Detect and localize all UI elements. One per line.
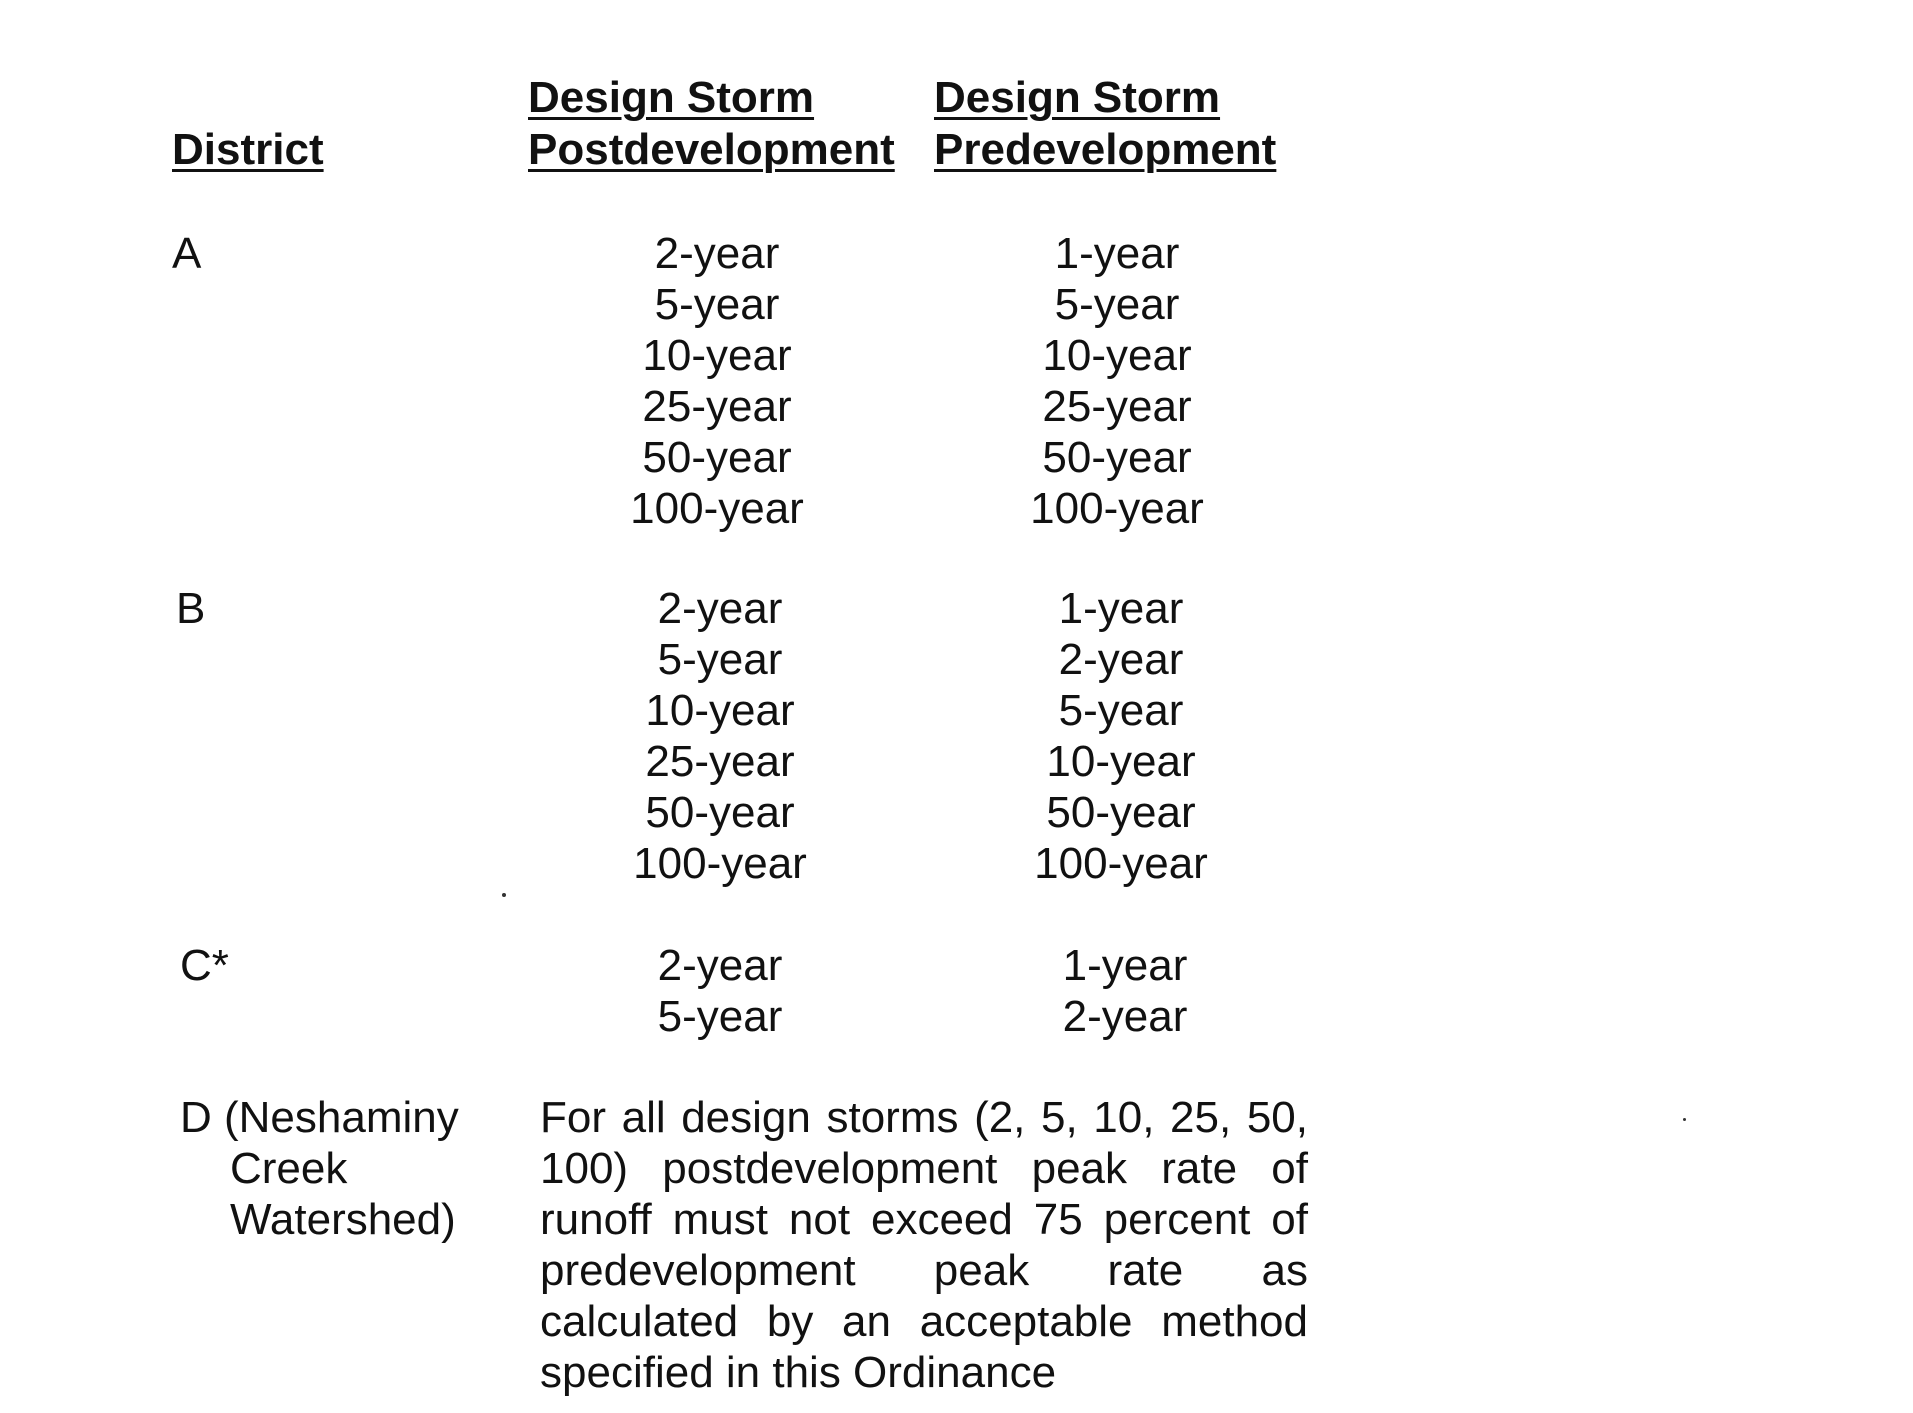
storm-value: 100-year [633,839,807,888]
district-c-label: C* [180,941,229,990]
storm-value: 100-year [630,484,804,533]
storm-value: 25-year [1042,382,1192,431]
header-district-label: District [172,125,324,174]
storm-value: 2-year [654,229,780,278]
storm-value: 25-year [645,737,795,786]
storm-value: 1-year [1054,229,1180,278]
storm-value: 5-year [657,635,783,684]
storm-value: 1-year [1058,584,1184,633]
storm-value: 50-year [1042,433,1192,482]
district-c-predevelopment [1005,940,1245,1042]
storm-value: 50-year [642,433,792,482]
header-predevelopment-line2: Predevelopment [934,125,1277,174]
storm-value: 2-year [657,941,783,990]
storm-value: 10-year [1046,737,1196,786]
district-d-note: For all design storms (2, 5, 10, 25, 50, 100) postdevelopment peak rate of runoff must not exceed 75 percent of predevelopment peak rate as calculated by an acceptable method specified in this Ordinance [540,1093,1308,1397]
district-d-label-line2: Creek [230,1144,348,1193]
storm-value: 5-year [1054,280,1180,329]
header-postdevelopment [528,72,895,176]
scan-speck [1683,1118,1686,1121]
header-postdevelopment-line1: Design Storm [528,73,815,122]
scan-speck [502,893,506,897]
storm-value: 100-year [1030,484,1204,533]
storm-value: 25-year [642,382,792,431]
district-a-postdevelopment [597,228,837,534]
district-b-label: B [176,584,206,633]
storm-value: 5-year [654,280,780,329]
district-d-label-line1: D (Neshaminy [180,1093,459,1142]
header-predevelopment-line1: Design Storm [934,73,1221,122]
storm-value: 50-year [1046,788,1196,837]
storm-value: 50-year [645,788,795,837]
storm-value: 2-year [657,584,783,633]
storm-value: 100-year [1034,839,1208,888]
storm-value: 10-year [642,331,792,380]
storm-value: 1-year [1062,941,1188,990]
storm-value: 10-year [645,686,795,735]
district-c-postdevelopment [600,940,840,1042]
header-predevelopment [934,72,1276,176]
storm-value: 2-year [1062,992,1188,1041]
storm-value: 5-year [657,992,783,1041]
storm-value: 10-year [1042,331,1192,380]
district-d-label [180,1092,459,1245]
storm-value: 5-year [1058,686,1184,735]
district-a-label: A [172,229,202,278]
header-postdevelopment-line2: Postdevelopment [528,125,895,174]
district-b-postdevelopment [600,583,840,889]
storm-value: 2-year [1058,635,1184,684]
header-district [172,124,324,176]
district-a-predevelopment [997,228,1237,534]
district-b-predevelopment [1001,583,1241,889]
district-d-label-line3: Watershed) [230,1195,456,1244]
